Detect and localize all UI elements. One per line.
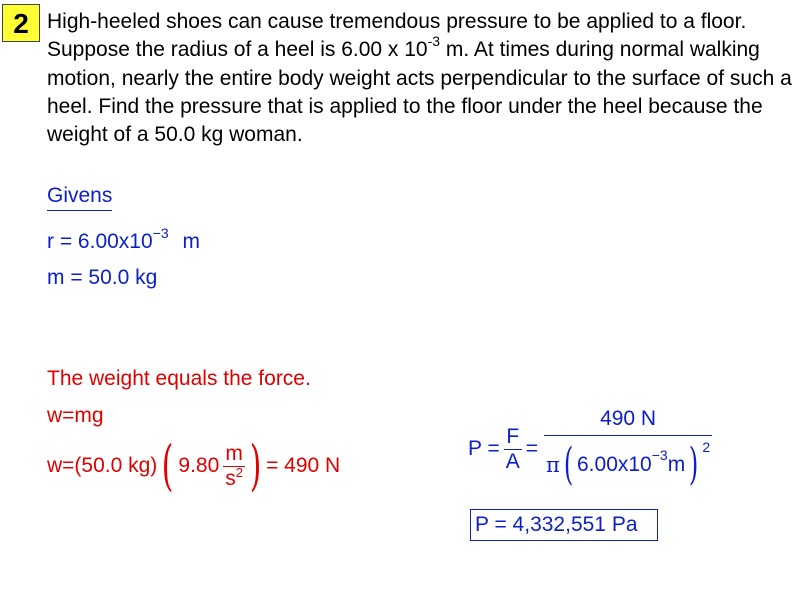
pressure-substitution bbox=[544, 407, 712, 492]
weight-calc-result: = 490 N bbox=[266, 454, 341, 477]
unit-numerator: m bbox=[225, 441, 243, 465]
equals-sign: = bbox=[525, 437, 539, 460]
area-symbol: A bbox=[505, 449, 520, 473]
given-radius bbox=[47, 225, 200, 254]
givens-heading: Givens bbox=[47, 184, 112, 211]
problem-text-part2: m. At times during normal walking motion, nearly the entire body weight acts perpendicular to the surface of such a heel. Find the pressure that is applied to the floor under the heel because the weight of a 50.0 kg woman. bbox=[47, 38, 792, 146]
weight-calculation bbox=[47, 436, 340, 496]
pressure-lhs: P = bbox=[468, 437, 500, 460]
area-expression: π ( 6.00x10 −3 m ) 2 bbox=[544, 435, 712, 492]
force-symbol: F bbox=[506, 424, 520, 448]
problem-text-part1: High-heeled shoes can cause tremendous pressure to be applied to a floor. Suppose the radius of a heel is 6.00 x 10 bbox=[47, 10, 747, 61]
problem-text-exponent: -3 bbox=[427, 33, 441, 49]
weight-formula: w=mg bbox=[47, 404, 104, 427]
weight-statement: The weight equals the force. bbox=[47, 367, 311, 390]
left-paren: ( bbox=[162, 434, 174, 497]
radius-exponent: −3 bbox=[651, 446, 668, 463]
problem-number-badge: 2 bbox=[2, 4, 40, 42]
given-mass: m = 50.0 kg bbox=[47, 266, 158, 289]
pressure-equation bbox=[468, 404, 712, 494]
square-exponent: 2 bbox=[702, 438, 711, 455]
given-radius-exponent: −3 bbox=[152, 225, 169, 241]
weight-calc-g: 9.80 bbox=[178, 454, 220, 477]
right-paren: ) bbox=[249, 434, 262, 497]
radius-value: 6.00x10 bbox=[577, 452, 652, 476]
answer-box: P = 4,332,551 Pa bbox=[470, 509, 658, 541]
given-radius-unit: m bbox=[182, 230, 200, 253]
force-over-area bbox=[504, 425, 522, 474]
radius-unit: m bbox=[667, 452, 686, 476]
weight-calc-unit-fraction bbox=[223, 442, 245, 491]
problem-statement bbox=[47, 8, 795, 149]
given-radius-value: r = 6.00x10 bbox=[47, 230, 153, 253]
weight-value: 490 N bbox=[600, 406, 657, 430]
weight-calc-lhs: w=(50.0 kg) bbox=[47, 454, 158, 477]
unit-denominator: $s^2$ bbox=[225, 464, 243, 490]
pi-symbol: π bbox=[546, 452, 560, 477]
